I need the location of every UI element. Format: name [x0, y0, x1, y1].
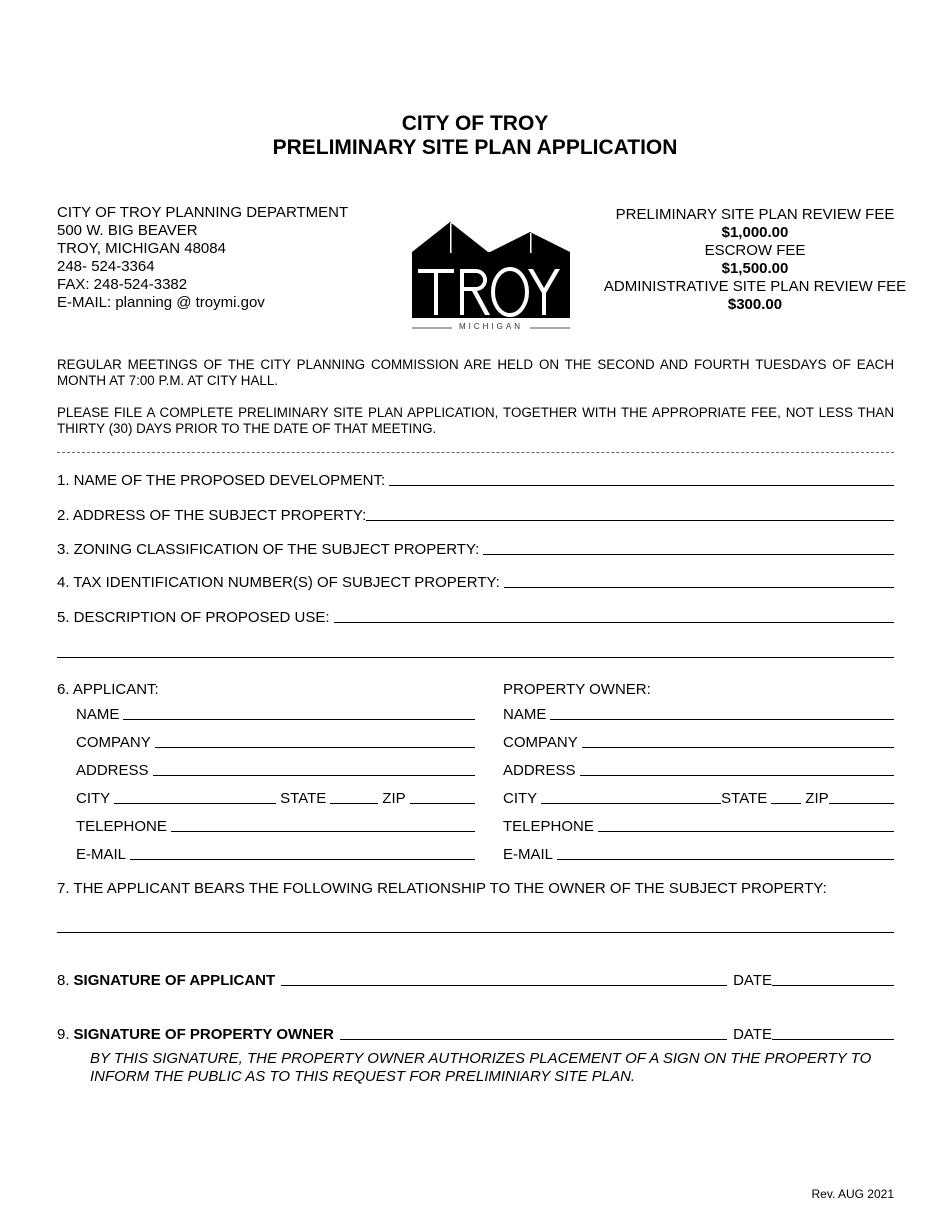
- owner-signature-row: [57, 1021, 894, 1043]
- owner-signature-field[interactable]: [340, 1039, 727, 1040]
- applicant-zip-field[interactable]: [410, 802, 475, 804]
- property-address-field[interactable]: [366, 519, 894, 521]
- owner-telephone-field[interactable]: [598, 830, 894, 832]
- q4-row: [57, 569, 894, 591]
- applicant-email-row: [76, 841, 475, 863]
- department-street: 500 W. BIG BEAVER: [57, 222, 198, 239]
- admin-fee-amount: $300.00: [727, 296, 783, 313]
- q1-row: [57, 467, 894, 489]
- applicant-date-label: DATE: [733, 972, 772, 989]
- zoning-field[interactable]: [483, 553, 894, 555]
- filing-notice: PLEASE FILE A COMPLETE PRELIMINARY SITE PLAN APPLICATION, TOGETHER WITH THE APPROPRIATE FEE, NOT LESS THAN THIRTY (30) DAYS PRIOR TO THE DATE OF THAT MEETING.: [57, 405, 894, 436]
- owner-email-field[interactable]: [557, 858, 894, 860]
- applicant-telephone-row: [76, 813, 475, 835]
- title-line-1: CITY OF TROY: [401, 112, 549, 135]
- development-name-field[interactable]: [389, 484, 894, 486]
- escrow-fee-label: ESCROW FEE: [704, 242, 806, 259]
- owner-state-label: STATE: [721, 790, 768, 807]
- department-phone: 248- 524-3364: [57, 258, 155, 275]
- q5-label: 5. DESCRIPTION OF PROPOSED USE:: [57, 609, 330, 626]
- applicant-signature-field[interactable]: [281, 985, 727, 986]
- q3-label: 3. ZONING CLASSIFICATION OF THE SUBJECT PROPERTY:: [57, 541, 480, 558]
- applicant-name-field[interactable]: [123, 718, 475, 720]
- q2-label: 2. ADDRESS OF THE SUBJECT PROPERTY:: [57, 507, 367, 524]
- escrow-fee-amount: $1,500.00: [721, 260, 789, 277]
- owner-address-label: ADDRESS: [503, 762, 576, 779]
- q2-row: [57, 502, 894, 524]
- owner-name-field[interactable]: [550, 718, 894, 720]
- applicant-fields: [76, 701, 475, 863]
- applicant-date-field[interactable]: [772, 985, 894, 986]
- proposed-use-field[interactable]: [334, 621, 894, 623]
- applicant-email-label: E-MAIL: [76, 846, 127, 863]
- q1-label: 1. NAME OF THE PROPOSED DEVELOPMENT:: [57, 472, 386, 489]
- applicant-zip-label: ZIP: [382, 790, 406, 807]
- owner-zip-field[interactable]: [829, 802, 894, 804]
- owner-address-row: [503, 757, 894, 779]
- owner-zip-label: ZIP: [805, 790, 829, 807]
- department-email: E-MAIL: planning @ troymi.gov: [57, 294, 265, 311]
- owner-company-field[interactable]: [582, 746, 894, 748]
- owner-date-label: DATE: [733, 1026, 772, 1043]
- owner-state-field[interactable]: [771, 802, 801, 804]
- relationship-label: 7. THE APPLICANT BEARS THE FOLLOWING RELATIONSHIP TO THE OWNER OF THE SUBJECT PROPERTY:: [57, 880, 827, 897]
- owner-email-label: E-MAIL: [503, 846, 554, 863]
- title-line-2: PRELIMINARY SITE PLAN APPLICATION: [272, 136, 678, 159]
- department-info: [57, 204, 348, 312]
- applicant-state-label: STATE: [280, 790, 327, 807]
- review-fee-label: PRELIMINARY SITE PLAN REVIEW FEE: [615, 206, 895, 223]
- applicant-section: [57, 676, 475, 698]
- owner-heading: PROPERTY OWNER:: [503, 681, 651, 698]
- fee-schedule: [590, 206, 920, 314]
- review-fee-amount: $1,000.00: [721, 224, 789, 241]
- owner-signature-number: 9.: [57, 1026, 70, 1043]
- owner-authorization-note: BY THIS SIGNATURE, THE PROPERTY OWNER AUTHORIZES PLACEMENT OF A SIGN ON THE PROPERTY TO INFORM THE PUBLIC AS TO THIS REQUEST FOR PRELIMINIARY SITE PLAN.: [90, 1050, 872, 1085]
- troy-logo: [410, 220, 572, 335]
- tax-id-field[interactable]: [504, 586, 894, 588]
- relationship-field[interactable]: [57, 932, 894, 933]
- owner-signature-label: SIGNATURE OF PROPERTY OWNER: [73, 1026, 334, 1043]
- owner-telephone-row: [503, 813, 894, 835]
- applicant-heading: 6. APPLICANT:: [57, 681, 159, 698]
- owner-company-label: COMPANY: [503, 734, 578, 751]
- applicant-name-row: [76, 701, 475, 723]
- page-title: [0, 112, 950, 160]
- owner-section: [503, 676, 894, 863]
- applicant-heading-row: [57, 676, 475, 698]
- troy-logo-icon: [410, 220, 572, 335]
- applicant-email-field[interactable]: [130, 858, 475, 860]
- applicant-signature-label: SIGNATURE OF APPLICANT: [73, 972, 276, 989]
- logo-subtext: MICHIGAN: [459, 322, 523, 331]
- q5-row: [57, 604, 894, 626]
- department-fax: FAX: 248-524-3382: [57, 276, 188, 293]
- owner-city-label: CITY: [503, 790, 538, 807]
- applicant-telephone-label: TELEPHONE: [76, 818, 167, 835]
- applicant-city-field[interactable]: [114, 802, 276, 804]
- department-city: TROY, MICHIGAN 48084: [57, 240, 226, 257]
- proposed-use-field-line2[interactable]: [57, 657, 894, 658]
- owner-telephone-label: TELEPHONE: [503, 818, 594, 835]
- q3-row: [57, 536, 894, 558]
- admin-fee-label: ADMINISTRATIVE SITE PLAN REVIEW FEE: [603, 278, 907, 295]
- revision-date: Rev. AUG 2021: [811, 1187, 894, 1201]
- applicant-address-label: ADDRESS: [76, 762, 149, 779]
- applicant-telephone-field[interactable]: [171, 830, 475, 832]
- applicant-company-field[interactable]: [155, 746, 475, 748]
- applicant-state-field[interactable]: [330, 802, 378, 804]
- applicant-city-row: [76, 785, 475, 807]
- meetings-notice: REGULAR MEETINGS OF THE CITY PLANNING COMMISSION ARE HELD ON THE SECOND AND FOURTH TUESDAYS OF EACH MONTH AT 7:00 P.M. AT CITY HALL.: [57, 357, 894, 388]
- applicant-city-label: CITY: [76, 790, 111, 807]
- owner-company-row: [503, 729, 894, 751]
- owner-city-field[interactable]: [541, 802, 721, 804]
- applicant-name-label: NAME: [76, 706, 120, 723]
- q4-label: 4. TAX IDENTIFICATION NUMBER(S) OF SUBJECT PROPERTY:: [57, 574, 500, 591]
- owner-city-row: [503, 785, 894, 807]
- department-name: CITY OF TROY PLANNING DEPARTMENT: [57, 204, 349, 221]
- applicant-company-label: COMPANY: [76, 734, 151, 751]
- dashed-divider: [57, 452, 894, 453]
- applicant-signature-row: [57, 967, 894, 989]
- owner-email-row: [503, 841, 894, 863]
- owner-name-row: [503, 701, 894, 723]
- owner-address-field[interactable]: [580, 774, 894, 776]
- owner-name-label: NAME: [503, 706, 547, 723]
- owner-date-field[interactable]: [772, 1039, 894, 1040]
- applicant-address-row: [76, 757, 475, 779]
- owner-heading-row: [503, 676, 894, 698]
- applicant-company-row: [76, 729, 475, 751]
- applicant-address-field[interactable]: [153, 774, 475, 776]
- applicant-signature-number: 8.: [57, 972, 70, 989]
